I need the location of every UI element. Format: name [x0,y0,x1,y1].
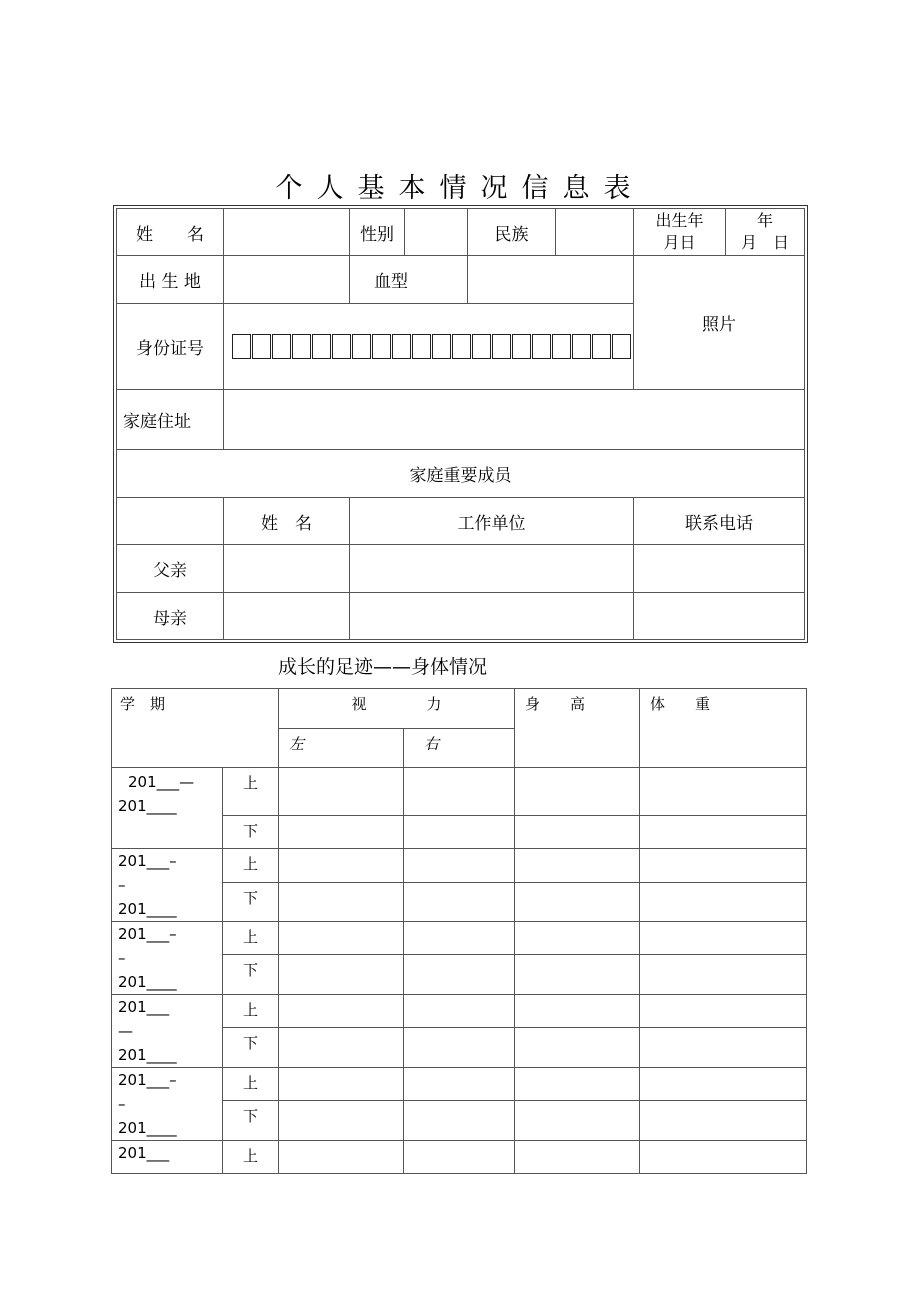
weight-field[interactable] [640,768,807,816]
weight-field[interactable] [640,922,807,955]
birth-date-label [634,209,726,256]
semester-year-end: 201____ [118,1046,177,1064]
id-digit-boxes[interactable] [232,334,633,359]
right-vision-field[interactable] [404,922,515,955]
weight-field[interactable] [640,849,807,883]
height-field[interactable] [515,883,640,922]
term-upper: 上 [223,922,279,955]
semester-year-end: 201____ [118,973,177,991]
left-vision-field[interactable] [279,1101,404,1141]
term-upper: 上 [223,849,279,883]
semester-year-start: 201___– [118,852,177,870]
name-field[interactable] [224,209,350,256]
birth-date-field[interactable] [726,209,805,256]
blood-type-label: 血型 [350,256,468,304]
left-vision-field[interactable] [279,1028,404,1068]
address-label: 家庭住址 [117,390,224,450]
term-upper: 上 [223,995,279,1028]
mother-label: 母亲 [117,593,224,640]
weight-field[interactable] [640,816,807,849]
semester-year-start: 201___ [118,1144,170,1162]
blood-type-field[interactable] [468,256,634,304]
height-field[interactable] [515,1028,640,1068]
gender-label: 性别 [350,209,405,256]
family-col-name: 姓 名 [224,498,350,545]
mother-workplace-field[interactable] [350,593,634,640]
semester-year-start: 201___– [118,1071,177,1089]
weight-field[interactable] [640,1101,807,1141]
father-workplace-field[interactable] [350,545,634,593]
left-vision-field[interactable] [279,849,404,883]
semester-cell-5 [112,1068,223,1141]
left-vision-field[interactable] [279,922,404,955]
family-header: 家庭重要成员 [117,450,805,498]
height-header-text: 身 高 [525,695,586,713]
weight-field[interactable] [640,883,807,922]
semester-year-start: 201___ [118,998,170,1016]
semester-cell-2 [112,849,223,922]
birth-date-label-text: 出生年月日 [655,211,704,252]
weight-header [640,689,807,768]
family-col-phone: 联系电话 [634,498,805,545]
term-upper: 上 [223,1068,279,1101]
semester-dash: – [118,1095,126,1113]
semester-year-start: 201___— [128,773,195,791]
term-lower: 下 [223,1028,279,1068]
semester-cell-6 [112,1141,223,1174]
personal-info-table [116,208,805,640]
left-vision-field[interactable] [279,995,404,1028]
height-field[interactable] [515,1068,640,1101]
right-vision-field[interactable] [404,883,515,922]
semester-cell-4 [112,995,223,1068]
semester-year-start: 201___– [118,925,177,943]
mother-name-field[interactable] [224,593,350,640]
height-field[interactable] [515,995,640,1028]
weight-field[interactable] [640,1141,807,1174]
height-header [515,689,640,768]
right-vision-field[interactable] [404,1101,515,1141]
right-vision-field[interactable] [404,955,515,995]
semester-header [112,689,279,768]
birthplace-field[interactable] [224,256,350,304]
height-field[interactable] [515,768,640,816]
right-vision-field[interactable] [404,768,515,816]
height-field[interactable] [515,922,640,955]
height-field[interactable] [515,955,640,995]
right-vision-field[interactable] [404,849,515,883]
photo-area: 照片 [634,256,805,390]
address-field[interactable] [224,390,805,450]
semester-header-text: 学 期 [120,695,166,713]
family-col-workplace: 工作单位 [350,498,634,545]
left-vision-field[interactable] [279,955,404,995]
semester-year-end: 201____ [118,900,177,918]
growth-subtitle: 成长的足迹——身体情况 [278,656,488,678]
left-vision-field[interactable] [279,816,404,849]
vision-left-header: 左 [279,729,404,768]
weight-header-text: 体 重 [650,695,711,713]
father-label: 父亲 [117,545,224,593]
weight-field[interactable] [640,1028,807,1068]
right-vision-field[interactable] [404,1028,515,1068]
semester-cell-1 [112,768,223,849]
left-vision-field[interactable] [279,1141,404,1174]
growth-table [111,688,807,1174]
height-field[interactable] [515,849,640,883]
left-vision-field[interactable] [279,883,404,922]
vision-right-header: 右 [404,729,515,768]
semester-dash: — [118,1022,133,1040]
left-vision-field[interactable] [279,1068,404,1101]
father-phone-field[interactable] [634,545,805,593]
height-field[interactable] [515,1141,640,1174]
birthplace-label: 出 生 地 [117,256,224,304]
weight-field[interactable] [640,1068,807,1101]
right-vision-field[interactable] [404,1141,515,1174]
name-label: 姓 名 [117,209,224,256]
ethnicity-label: 民族 [468,209,556,256]
right-vision-field[interactable] [404,1068,515,1101]
vision-header: 视 力 [279,689,515,729]
left-vision-field[interactable] [279,768,404,816]
right-vision-field[interactable] [404,995,515,1028]
semester-dash: – [118,949,126,967]
gender-field[interactable] [405,209,468,256]
term-upper: 上 [223,1141,279,1174]
semester-year-end: 201____ [118,797,177,815]
semester-year-end: 201____ [118,1119,177,1137]
term-lower: 下 [223,816,279,849]
height-field[interactable] [515,1101,640,1141]
father-name-field[interactable] [224,545,350,593]
id-number-field[interactable] [224,304,634,390]
weight-field[interactable] [640,955,807,995]
birth-year-text: 年 [756,211,773,230]
right-vision-field[interactable] [404,816,515,849]
term-lower: 下 [223,883,279,922]
ethnicity-field[interactable] [556,209,634,256]
mother-phone-field[interactable] [634,593,805,640]
term-lower: 下 [223,955,279,995]
term-lower: 下 [223,1101,279,1141]
birth-month-day-text: 月 日 [740,233,789,252]
semester-dash: – [118,876,126,894]
height-field[interactable] [515,816,640,849]
page-title: 个人基本情况信息表 [275,173,645,204]
semester-cell-3 [112,922,223,995]
id-number-label: 身份证号 [117,304,224,390]
weight-field[interactable] [640,995,807,1028]
term-upper: 上 [223,768,279,816]
family-blank-cell [117,498,224,545]
